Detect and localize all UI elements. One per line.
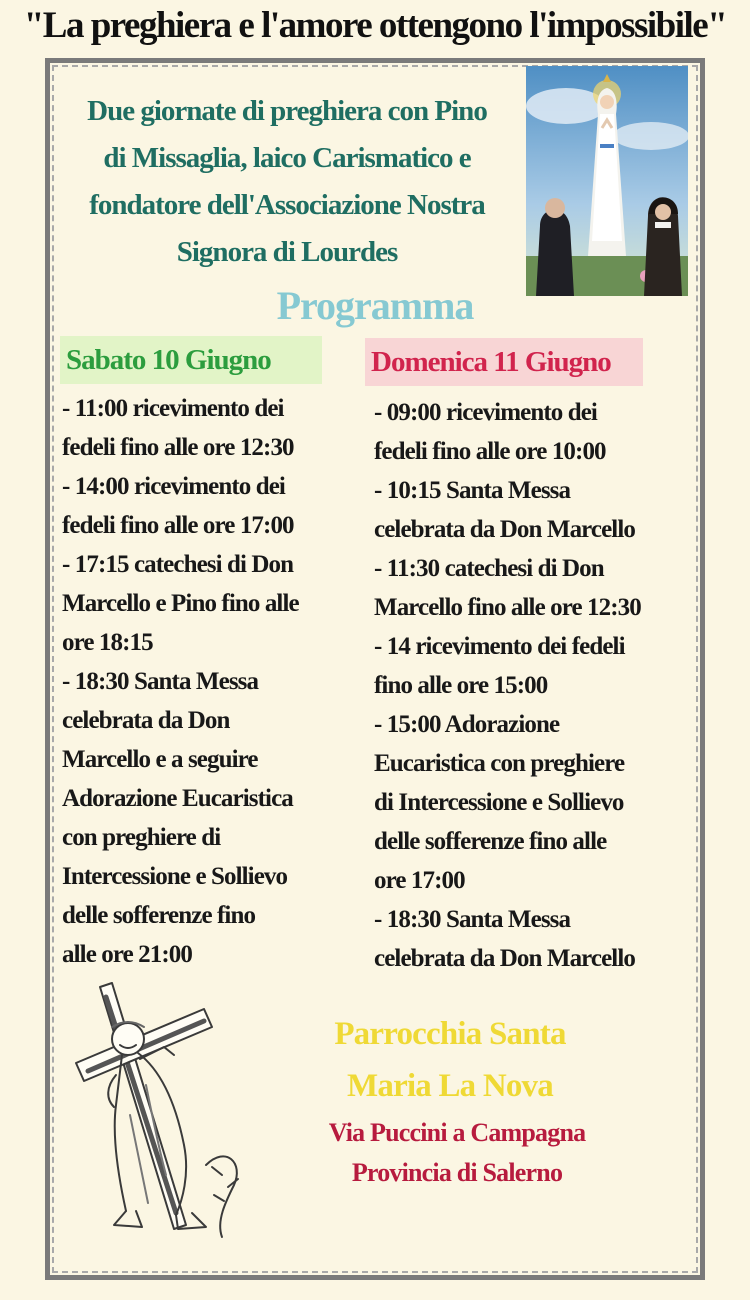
- schedule-line: di Intercessione e Sollievo: [374, 789, 624, 816]
- schedule-line: - 18:30 Santa Messa: [374, 906, 571, 933]
- intro-line: Signora di Lourdes: [176, 236, 398, 268]
- schedule-line: ore 17:00: [374, 867, 465, 894]
- intro-line: fondatore dell'Associazione Nostra: [89, 189, 485, 221]
- schedule-line: celebrata da Don Marcello: [374, 516, 635, 543]
- schedule-line: - 17:15 catechesi di Don: [62, 551, 294, 578]
- saturday-schedule: [62, 389, 330, 974]
- schedule-line: delle sofferenze fino alle: [374, 828, 607, 855]
- sunday-schedule: [374, 393, 669, 978]
- schedule-line: Marcello e a seguire: [62, 746, 258, 773]
- schedule-line: fino alle ore 15:00: [374, 672, 548, 699]
- schedule-line: - 14:00 ricevimento dei: [62, 473, 285, 500]
- schedule-line: celebrata da Don Marcello: [374, 945, 635, 972]
- schedule-line: - 15:00 Adorazione: [374, 711, 560, 738]
- schedule-line: fedeli fino alle ore 10:00: [374, 438, 606, 465]
- lourdes-apparition-painting-icon: [526, 66, 688, 296]
- intro-line: di Missaglia, laico Carismatico e: [103, 142, 471, 174]
- schedule-line: alle ore 21:00: [62, 941, 192, 968]
- parish-address-line1: Via Puccini a Campagna: [328, 1118, 586, 1147]
- intro-text: [58, 88, 516, 276]
- schedule-line: - 10:15 Santa Messa: [374, 477, 571, 504]
- schedule-line: Marcello e Pino fino alle: [62, 590, 299, 617]
- schedule-line: Adorazione Eucaristica: [62, 785, 293, 812]
- parish-address-line2: Provincia di Salerno: [351, 1158, 563, 1187]
- schedule-line: con preghiere di: [62, 824, 221, 851]
- schedule-line: - 11:00 ricevimento dei: [62, 395, 284, 422]
- schedule-line: Marcello fino alle ore 12:30: [374, 594, 641, 621]
- schedule-line: fedeli fino alle ore 12:30: [62, 434, 294, 461]
- schedule-line: celebrata da Don: [62, 707, 230, 734]
- saturday-heading: Sabato 10 Giugno: [60, 336, 322, 384]
- headline-quote: "La preghiera e l'amore ottengono l'impossibile": [23, 5, 727, 46]
- jesus-carrying-cross-sketch-icon: [66, 975, 286, 1245]
- intro-line: Due giornate di preghiera con Pino: [87, 95, 487, 127]
- schedule-line: fedeli fino alle ore 17:00: [62, 512, 294, 539]
- schedule-line: - 09:00 ricevimento dei: [374, 399, 597, 426]
- schedule-line: Intercessione e Sollievo: [62, 863, 288, 890]
- schedule-line: Eucaristica con preghiere: [374, 750, 625, 777]
- schedule-line: ore 18:15: [62, 629, 153, 656]
- schedule-line: delle sofferenze fino: [62, 902, 256, 929]
- parish-name-line1: Parrocchia Santa: [334, 1016, 566, 1052]
- schedule-line: - 11:30 catechesi di Don: [374, 555, 604, 582]
- parish-name-line2: Maria La Nova: [347, 1068, 553, 1104]
- program-title: Programma: [276, 283, 474, 328]
- schedule-line: - 18:30 Santa Messa: [62, 668, 259, 695]
- schedule-line: - 14 ricevimento dei fedeli: [374, 633, 625, 660]
- sunday-heading: Domenica 11 Giugno: [365, 338, 643, 386]
